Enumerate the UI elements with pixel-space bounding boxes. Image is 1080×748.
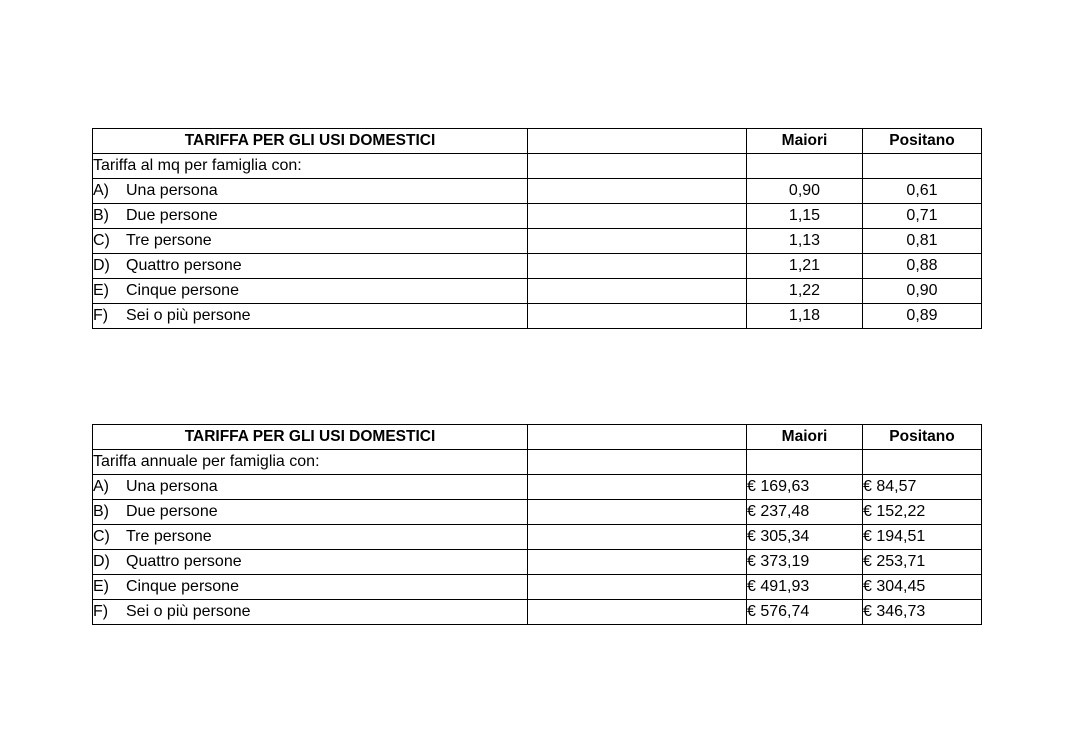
positano-value: € 304,45	[863, 575, 982, 600]
empty-cell	[528, 525, 747, 550]
maiori-header: Maiori	[747, 425, 863, 450]
table-row	[93, 229, 982, 254]
row-text: Cinque persone	[126, 578, 239, 595]
row-label	[93, 229, 528, 254]
table-row	[93, 525, 982, 550]
table-row	[93, 475, 982, 500]
positano-value: € 194,51	[863, 525, 982, 550]
empty-cell	[528, 500, 747, 525]
row-letter: E)	[93, 282, 109, 299]
tariff-table-annual	[92, 424, 982, 625]
empty-cell	[528, 575, 747, 600]
tariff-table-per-sqm	[92, 128, 982, 329]
empty-cell	[528, 179, 747, 204]
maiori-value: 1,13	[747, 229, 863, 254]
blank-header-cell	[528, 129, 747, 154]
positano-header: Positano	[863, 425, 982, 450]
table-row	[93, 204, 982, 229]
table-row	[93, 550, 982, 575]
empty-cell	[863, 450, 982, 475]
empty-cell	[528, 600, 747, 625]
empty-cell	[528, 304, 747, 329]
table-row	[93, 600, 982, 625]
positano-value: 0,81	[863, 229, 982, 254]
positano-value: 0,90	[863, 279, 982, 304]
empty-cell	[528, 450, 747, 475]
empty-cell	[528, 475, 747, 500]
row-letter: D)	[93, 553, 110, 570]
empty-cell	[528, 229, 747, 254]
table-row	[93, 254, 982, 279]
positano-value: € 84,57	[863, 475, 982, 500]
row-letter: C)	[93, 232, 110, 249]
positano-value: € 253,71	[863, 550, 982, 575]
table-subtitle: Tariffa annuale per famiglia con:	[93, 450, 528, 475]
row-label	[93, 550, 528, 575]
row-label	[93, 279, 528, 304]
table-title: TARIFFA PER GLI USI DOMESTICI	[93, 425, 528, 450]
table-row	[93, 304, 982, 329]
table-title: TARIFFA PER GLI USI DOMESTICI	[93, 129, 528, 154]
row-letter: D)	[93, 257, 110, 274]
positano-value: € 346,73	[863, 600, 982, 625]
row-letter: B)	[93, 503, 109, 520]
maiori-value: € 576,74	[747, 600, 863, 625]
row-text: Tre persone	[126, 528, 212, 545]
row-label	[93, 575, 528, 600]
row-label	[93, 304, 528, 329]
row-letter: E)	[93, 578, 109, 595]
row-letter: F)	[93, 307, 109, 324]
positano-value: 0,88	[863, 254, 982, 279]
subtitle-row	[93, 450, 982, 475]
maiori-value: € 169,63	[747, 475, 863, 500]
maiori-value: 1,18	[747, 304, 863, 329]
empty-cell	[747, 154, 863, 179]
row-label	[93, 500, 528, 525]
row-label	[93, 475, 528, 500]
maiori-value: 1,22	[747, 279, 863, 304]
row-text: Sei o più persone	[126, 603, 251, 620]
empty-cell	[528, 154, 747, 179]
maiori-value: 1,21	[747, 254, 863, 279]
table-header-row	[93, 129, 982, 154]
empty-cell	[528, 550, 747, 575]
table-row	[93, 500, 982, 525]
row-text: Tre persone	[126, 232, 212, 249]
row-text: Quattro persone	[126, 257, 242, 274]
empty-cell	[528, 279, 747, 304]
table-row	[93, 279, 982, 304]
row-text: Una persona	[126, 478, 218, 495]
positano-header: Positano	[863, 129, 982, 154]
row-label	[93, 204, 528, 229]
maiori-value: 0,90	[747, 179, 863, 204]
empty-cell	[528, 254, 747, 279]
row-label	[93, 254, 528, 279]
row-letter: F)	[93, 603, 109, 620]
positano-value: 0,71	[863, 204, 982, 229]
table-row	[93, 575, 982, 600]
row-text: Sei o più persone	[126, 307, 251, 324]
table-subtitle: Tariffa al mq per famiglia con:	[93, 154, 528, 179]
table-row	[93, 179, 982, 204]
maiori-value: € 491,93	[747, 575, 863, 600]
row-text: Due persone	[126, 503, 218, 520]
row-letter: A)	[93, 182, 109, 199]
row-text: Quattro persone	[126, 553, 242, 570]
maiori-value: € 237,48	[747, 500, 863, 525]
empty-cell	[863, 154, 982, 179]
maiori-header: Maiori	[747, 129, 863, 154]
maiori-value: € 305,34	[747, 525, 863, 550]
row-letter: A)	[93, 478, 109, 495]
row-text: Cinque persone	[126, 282, 239, 299]
row-label	[93, 179, 528, 204]
table-header-row	[93, 425, 982, 450]
empty-cell	[747, 450, 863, 475]
subtitle-row	[93, 154, 982, 179]
row-text: Due persone	[126, 207, 218, 224]
maiori-value: € 373,19	[747, 550, 863, 575]
row-label	[93, 525, 528, 550]
row-text: Una persona	[126, 182, 218, 199]
maiori-value: 1,15	[747, 204, 863, 229]
row-letter: C)	[93, 528, 110, 545]
row-letter: B)	[93, 207, 109, 224]
row-label	[93, 600, 528, 625]
positano-value: 0,61	[863, 179, 982, 204]
positano-value: 0,89	[863, 304, 982, 329]
positano-value: € 152,22	[863, 500, 982, 525]
empty-cell	[528, 204, 747, 229]
blank-header-cell	[528, 425, 747, 450]
